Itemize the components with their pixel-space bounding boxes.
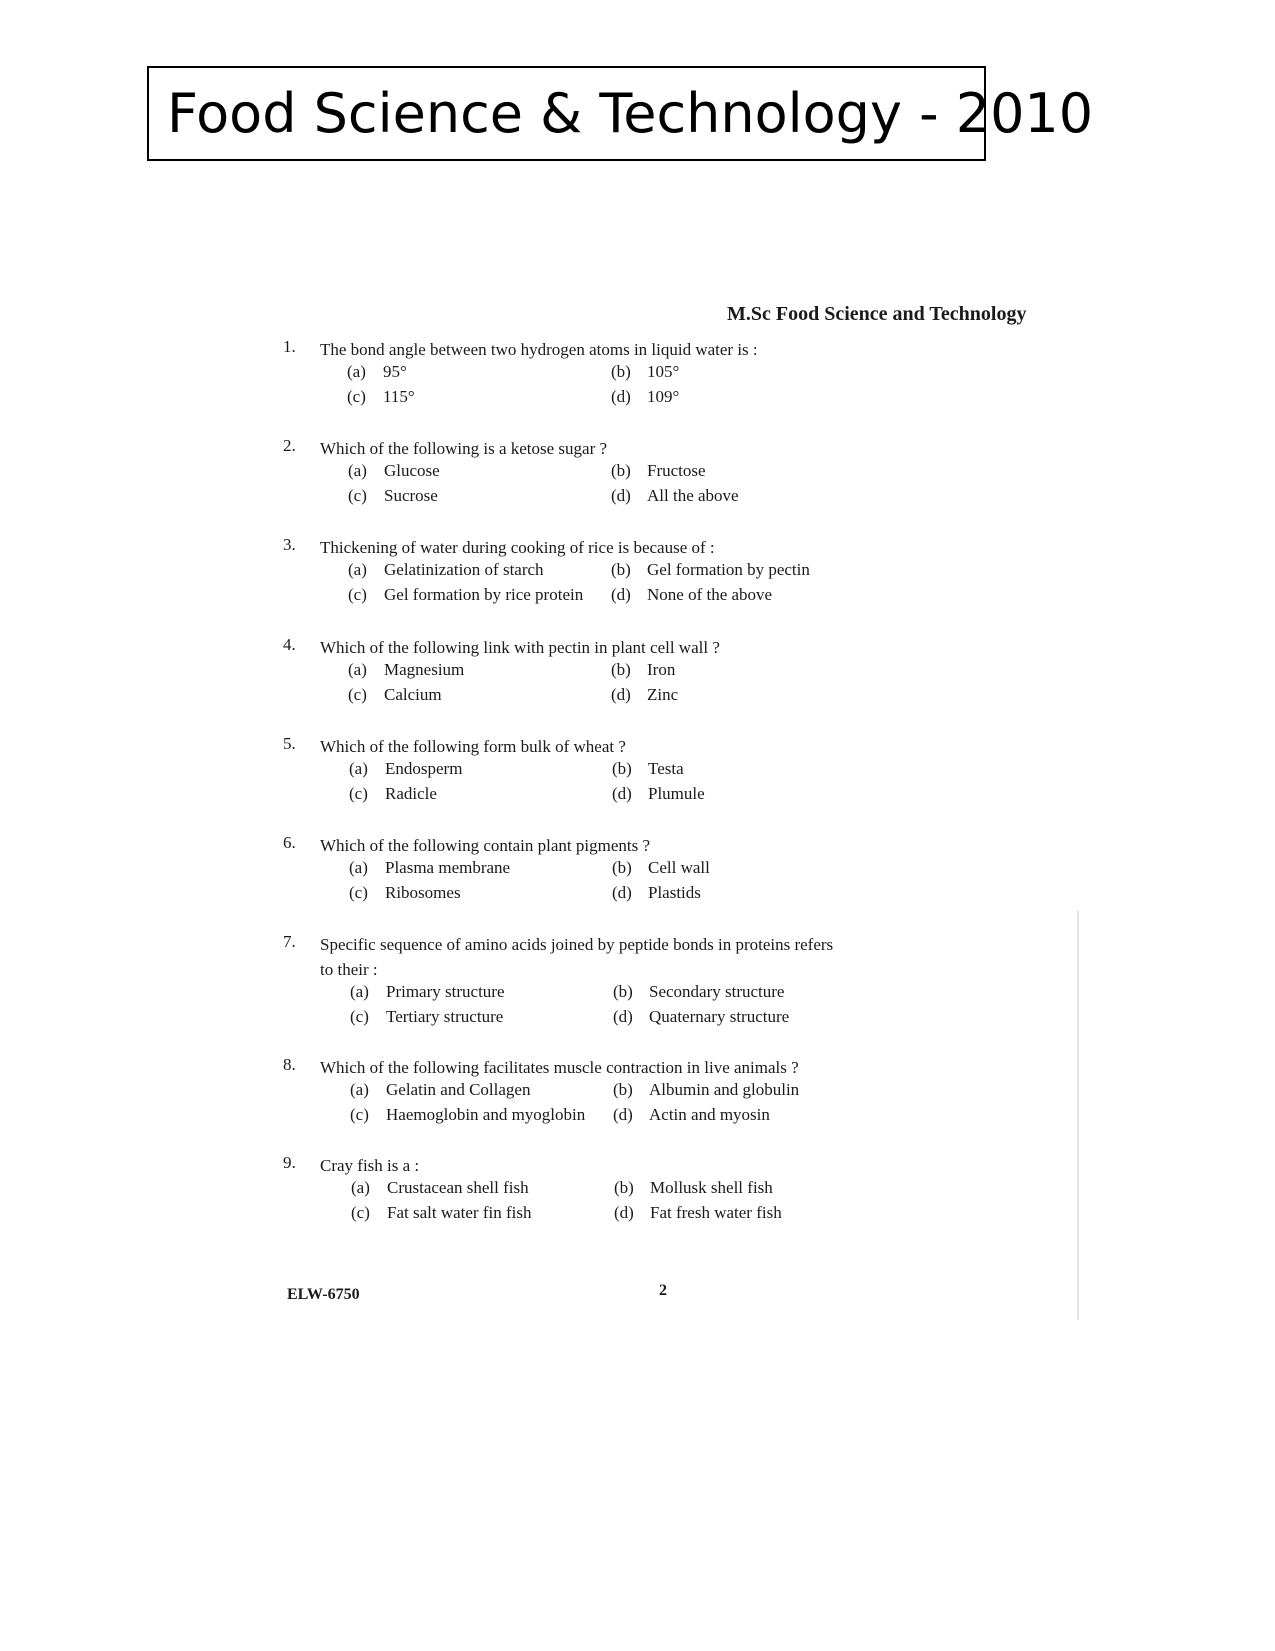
- option-text: Gel formation by pectin: [647, 560, 810, 579]
- option-label: (a): [347, 362, 366, 381]
- option-text: Haemoglobin and myoglobin: [386, 1105, 586, 1124]
- option-label: (d): [611, 685, 631, 704]
- option-label: (a): [349, 759, 368, 778]
- option-b: [613, 1080, 799, 1100]
- question-text: The bond angle between two hydrogen atoms in liquid water is :: [320, 340, 758, 359]
- option-text: Cell wall: [648, 858, 710, 877]
- question-number: 9.: [283, 1153, 296, 1172]
- option-b: [611, 560, 810, 580]
- option-c: [350, 1007, 503, 1027]
- option-label: (b): [611, 362, 631, 381]
- question-number: 5.: [283, 734, 296, 753]
- option-text: Fat fresh water fish: [650, 1203, 782, 1222]
- option-text: Secondary structure: [649, 982, 785, 1001]
- option-label: (d): [613, 1007, 633, 1026]
- scan-edge-divider: [1077, 910, 1079, 1320]
- option-text: 115°: [383, 387, 415, 406]
- option-label: (b): [611, 660, 631, 679]
- option-text: Magnesium: [384, 660, 465, 679]
- option-label: (b): [613, 1080, 633, 1099]
- option-label: (a): [351, 1178, 370, 1197]
- option-text: 105°: [647, 362, 680, 381]
- option-label: (c): [350, 1105, 369, 1124]
- option-text: Tertiary structure: [386, 1007, 504, 1026]
- question-number: 1.: [283, 337, 296, 356]
- option-label: (d): [612, 883, 632, 902]
- option-d: [612, 883, 701, 903]
- question-text: Thickening of water during cooking of rice is because of :: [320, 538, 715, 557]
- option-text: Gel formation by rice protein: [384, 585, 584, 604]
- option-text: Albumin and globulin: [649, 1080, 800, 1099]
- option-label: (b): [612, 759, 632, 778]
- option-b: [611, 362, 679, 382]
- question-text: Which of the following facilitates muscle contraction in live animals ?: [320, 1058, 799, 1077]
- option-a: [347, 362, 407, 382]
- option-b: [612, 759, 684, 779]
- option-text: Plumule: [648, 784, 705, 803]
- option-c: [349, 784, 437, 804]
- option-b: [611, 461, 706, 481]
- option-text: 95°: [383, 362, 407, 381]
- option-d: [611, 387, 679, 407]
- question-text: Cray fish is a :: [320, 1156, 420, 1175]
- question-number: 3.: [283, 535, 296, 554]
- option-label: (c): [349, 883, 368, 902]
- option-text: Plasma membrane: [385, 858, 511, 877]
- option-d: [613, 1007, 789, 1027]
- question-text: Specific sequence of amino acids joined by peptide bonds in proteins refers to their :: [320, 935, 834, 979]
- option-text: Ribosomes: [385, 883, 461, 902]
- option-text: Glucose: [384, 461, 440, 480]
- option-a: [348, 560, 544, 580]
- document-banner-title: Food Science & Technology - 2010: [147, 66, 986, 161]
- option-label: (d): [614, 1203, 634, 1222]
- option-label: (d): [611, 387, 631, 406]
- option-b: [611, 660, 675, 680]
- option-text: Fructose: [647, 461, 706, 480]
- option-text: Radicle: [385, 784, 437, 803]
- question-number: 4.: [283, 635, 296, 654]
- option-label: (b): [611, 461, 631, 480]
- option-c: [350, 1105, 585, 1125]
- question-number: 2.: [283, 436, 296, 455]
- option-label: (d): [612, 784, 632, 803]
- option-text: Fat salt water fin fish: [387, 1203, 532, 1222]
- option-label: (b): [613, 982, 633, 1001]
- option-label: (c): [347, 387, 366, 406]
- option-text: Plastids: [648, 883, 701, 902]
- option-c: [348, 486, 438, 506]
- option-d: [611, 585, 772, 605]
- page-number: 2: [659, 1282, 667, 1299]
- option-text: 109°: [647, 387, 680, 406]
- question-number: 8.: [283, 1055, 296, 1074]
- option-c: [348, 685, 442, 705]
- option-text: None of the above: [647, 585, 773, 604]
- option-label: (a): [348, 560, 367, 579]
- option-label: (a): [348, 461, 367, 480]
- option-b: [614, 1178, 773, 1198]
- question-number: 6.: [283, 833, 296, 852]
- option-label: (c): [349, 784, 368, 803]
- option-text: Quaternary structure: [649, 1007, 790, 1026]
- question-text: Which of the following is a ketose sugar ?: [320, 439, 608, 458]
- option-d: [613, 1105, 770, 1125]
- option-d: [612, 784, 705, 804]
- option-a: [349, 858, 510, 878]
- option-d: [611, 685, 678, 705]
- option-label: (d): [611, 585, 631, 604]
- question-number: 7.: [283, 932, 296, 951]
- subject-heading: M.Sc Food Science and Technology: [727, 303, 1027, 325]
- option-label: (b): [612, 858, 632, 877]
- option-text: Primary structure: [386, 982, 505, 1001]
- option-label: (a): [350, 1080, 369, 1099]
- option-c: [351, 1203, 531, 1223]
- question-text: Which of the following link with pectin in plant cell wall ?: [320, 638, 720, 657]
- option-text: Zinc: [647, 685, 679, 704]
- option-a: [349, 759, 462, 779]
- option-text: Testa: [648, 759, 684, 778]
- option-text: Crustacean shell fish: [387, 1178, 529, 1197]
- option-text: Calcium: [384, 685, 442, 704]
- option-label: (c): [348, 685, 367, 704]
- option-text: Iron: [647, 660, 676, 679]
- option-label: (d): [613, 1105, 633, 1124]
- option-label: (b): [611, 560, 631, 579]
- option-label: (b): [614, 1178, 634, 1197]
- option-text: All the above: [647, 486, 739, 505]
- paper-code: ELW-6750: [287, 1286, 360, 1303]
- option-label: (d): [611, 486, 631, 505]
- option-b: [612, 858, 710, 878]
- option-c: [347, 387, 415, 407]
- option-label: (c): [348, 486, 367, 505]
- question-text: Which of the following contain plant pigments ?: [320, 836, 651, 855]
- option-text: Mollusk shell fish: [650, 1178, 773, 1197]
- option-text: Actin and myosin: [649, 1105, 770, 1124]
- option-label: (c): [350, 1007, 369, 1026]
- option-a: [351, 1178, 529, 1198]
- option-d: [611, 486, 739, 506]
- option-text: Gelatin and Collagen: [386, 1080, 531, 1099]
- option-a: [348, 461, 440, 481]
- option-d: [614, 1203, 782, 1223]
- option-b: [613, 982, 784, 1002]
- question-text: Which of the following form bulk of wheat ?: [320, 737, 626, 756]
- option-a: [350, 1080, 530, 1100]
- option-a: [348, 660, 464, 680]
- option-text: Gelatinization of starch: [384, 560, 544, 579]
- option-label: (c): [348, 585, 367, 604]
- option-c: [349, 883, 461, 903]
- option-text: Endosperm: [385, 759, 463, 778]
- option-label: (a): [350, 982, 369, 1001]
- option-label: (a): [348, 660, 367, 679]
- option-a: [350, 982, 505, 1002]
- option-label: (a): [349, 858, 368, 877]
- option-c: [348, 585, 583, 605]
- option-label: (c): [351, 1203, 370, 1222]
- option-text: Sucrose: [384, 486, 438, 505]
